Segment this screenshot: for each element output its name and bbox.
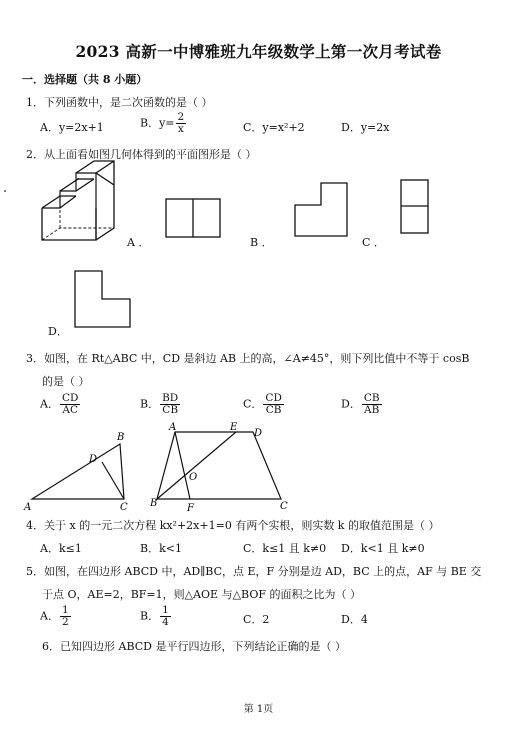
fig1-label-b: B (117, 432, 125, 443)
q1-option-a: A．y=2x+1 (40, 121, 104, 134)
solid-figure (42, 161, 114, 240)
fig2-label-o: O (189, 472, 198, 483)
trapezoid-figure (157, 432, 281, 499)
question-1-stem: 1．下列函数中，是二次函数的是（ ） (26, 96, 213, 109)
q2-option-d-figure (75, 271, 130, 327)
question-2-stem: 2．从上面看如图几何体得到的平面图形是（ ） (26, 148, 257, 161)
q4-option-d: D．k<1 且 k≠0 (341, 542, 425, 555)
page-title: 2023 高新一中博雅班九年级数学上第一次月考试卷 (75, 42, 442, 61)
fraction-denominator: AB (364, 404, 380, 417)
q3-option-c (243, 393, 285, 416)
fraction-numerator: CD (265, 392, 282, 404)
q2-option-b-label: B ． (250, 236, 273, 249)
q3-option-d-fraction (362, 393, 382, 416)
fraction-denominator: CB (162, 404, 179, 417)
q4-option-c: C．k≤1 且 k≠0 (243, 542, 327, 555)
fraction-denominator: 4 (162, 616, 169, 629)
q5-option-b-fraction (160, 605, 171, 628)
q2-option-d-label: D． (48, 325, 68, 338)
fraction-numerator: CB (363, 392, 380, 404)
triangle-figure (32, 444, 124, 499)
q3-option-d (341, 393, 383, 416)
question-3-stem-line2: 的是（ ） (42, 375, 90, 388)
question-4-stem: 4．关于 x 的一元二次方程 kx²+2x+1=0 有两个实根，则实数 k 的取值范围是（ ） (26, 519, 440, 532)
fig2-label-c: C (280, 501, 288, 512)
fig1-label-d: D (89, 454, 98, 465)
q3-option-c-fraction (263, 393, 283, 416)
fig1-label-c: C (120, 502, 128, 513)
q5-option-d: D．4 (341, 613, 368, 626)
fig2-label-d: D (254, 428, 263, 439)
q4-option-a: A．k≤1 (40, 542, 82, 555)
q1-option-b-prefix: B．y= (140, 116, 175, 130)
fig2-label-e: E (230, 422, 238, 433)
q4-option-b: B．k<1 (140, 542, 182, 555)
q5-option-a-letter: A． (40, 609, 59, 623)
q3-option-b-fraction (160, 393, 180, 416)
fraction-denominator: AC (62, 404, 78, 417)
q5-option-c: C．2 (243, 613, 270, 626)
fig1-label-a: A (24, 502, 32, 513)
q2-option-c-label: C ． (362, 236, 385, 249)
q5-option-b (140, 605, 172, 628)
geometry-figures (0, 420, 517, 520)
q3-option-b-letter: B． (140, 397, 160, 411)
question-5-stem-line1: 5．如图，在四边形 ABCD 中，AD∥BC，点 E，F 分别是边 AD，BC 上的点，AF 与 BE 交 (26, 565, 482, 578)
fraction-numerator: 1 (61, 604, 69, 616)
fig2-label-f: F (187, 503, 194, 514)
q2-figures (0, 0, 517, 340)
q1-option-d: D．y=2x (341, 121, 390, 134)
question-3-stem-line1: 3．如图，在 Rt△ABC 中，CD 是斜边 AB 上的高，∠A≠45°，则下列比值中不等于 cosB (26, 352, 470, 365)
q2-option-a-figure (166, 199, 220, 237)
page-footer: 第 1页 (243, 704, 274, 715)
q1-option-c: C．y=x²+2 (243, 121, 305, 134)
fraction-numerator: 1 (162, 604, 169, 616)
fraction-numerator: BD (162, 392, 179, 404)
q3-option-a-letter: A． (40, 397, 59, 411)
fig2-label-b: B (150, 498, 158, 509)
q3-option-d-letter: D． (341, 397, 361, 411)
q5-option-a (40, 605, 72, 628)
fraction-denominator: x (177, 123, 184, 136)
q3-option-b (140, 393, 181, 416)
q5-option-b-letter: B． (140, 609, 160, 623)
q3-option-a (40, 393, 81, 416)
question-5-stem-line2: 于点 O，AE=2，BF=1，则△AOE 与△BOF 的面积之比为（ ） (42, 588, 361, 601)
q2-option-c-figure (401, 180, 428, 233)
q2-option-a-label: A ． (127, 236, 150, 249)
q3-option-a-fraction (60, 393, 80, 416)
fraction-denominator: 2 (61, 616, 69, 629)
section-heading: 一．选择题（共 8 小题） (22, 73, 148, 86)
fraction-numerator: CD (61, 392, 79, 404)
q2-option-b-figure (295, 183, 347, 236)
fig2-label-a: A (169, 422, 177, 433)
question-6-stem: 6．已知四边形 ABCD 是平行四边形，下列结论正确的是（ ） (42, 640, 346, 653)
q5-option-a-fraction (60, 605, 71, 628)
fraction-numerator: 2 (177, 111, 185, 123)
fraction-denominator: CB (265, 404, 282, 417)
q3-option-c-letter: C． (243, 397, 263, 411)
